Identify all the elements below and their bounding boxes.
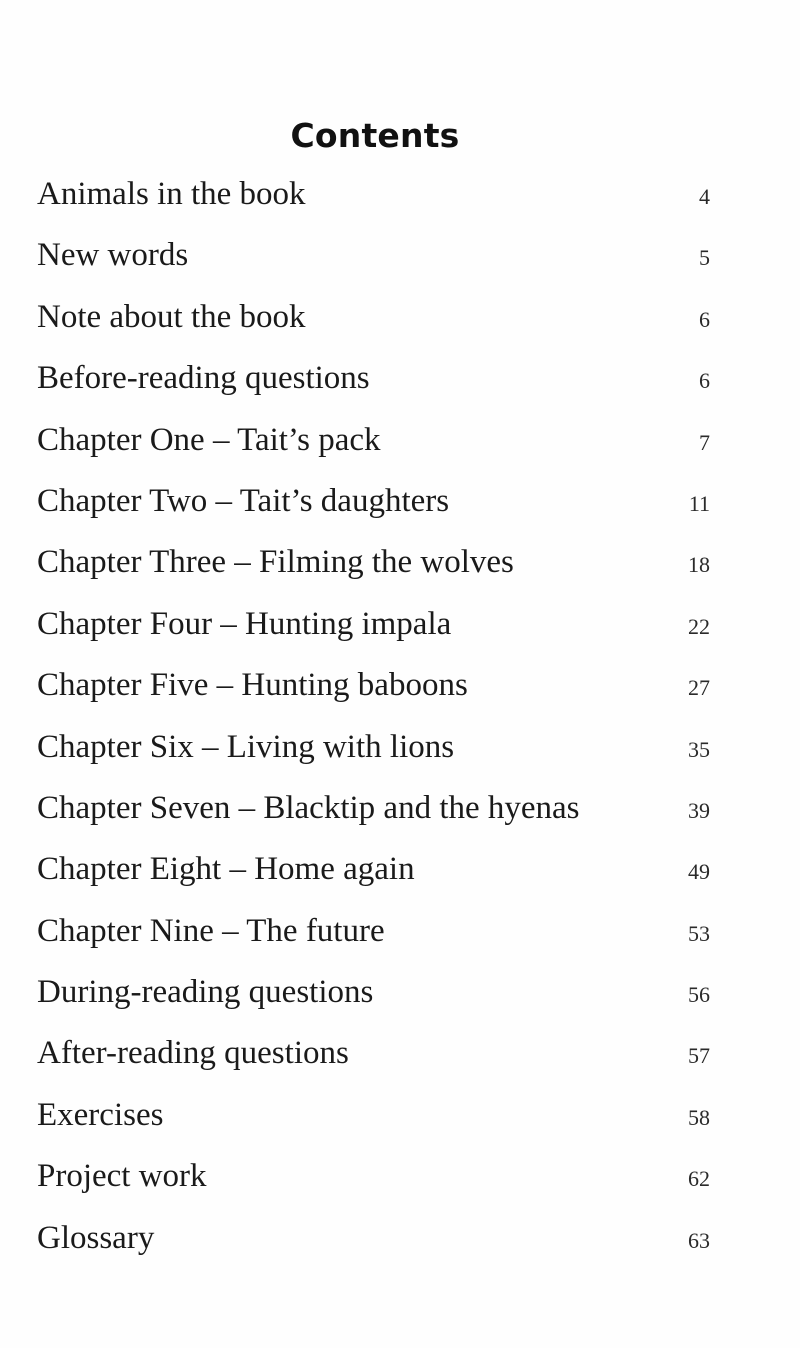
- toc-entry: [37, 970, 717, 1031]
- toc-entry-title: Chapter Five – Hunting baboons: [37, 667, 468, 704]
- toc-entry: [37, 233, 717, 294]
- toc-entry-title: Animals in the book: [37, 176, 306, 212]
- toc-entry-page-number: 6: [699, 368, 710, 394]
- toc-entry-title: Exercises: [37, 1096, 164, 1133]
- toc-entry: [37, 1154, 717, 1215]
- toc-entry-page-number: 7: [699, 429, 710, 455]
- page-title: Contents: [290, 116, 460, 155]
- toc-entry-page-number: 35: [688, 736, 710, 762]
- toc-entry-page-number: 11: [688, 490, 710, 516]
- toc-entry-title: During-reading questions: [37, 974, 374, 1011]
- toc-entry: [37, 602, 717, 663]
- toc-entry: [37, 1031, 717, 1092]
- toc-entry-page-number: 18: [688, 552, 710, 578]
- toc-entry-page-number: 63: [688, 1227, 710, 1253]
- toc-entry-title: Chapter Six – Living with lions: [37, 728, 455, 765]
- toc-entry-title: Before-reading questions: [37, 360, 370, 397]
- toc-entry: [37, 172, 717, 233]
- toc-entry-title: Chapter One – Tait’s pack: [37, 421, 381, 458]
- table-of-contents: [37, 172, 717, 1277]
- toc-entry: [37, 909, 717, 970]
- toc-entry-title: Note about the book: [37, 298, 306, 335]
- toc-entry: [37, 1093, 717, 1154]
- toc-entry-page-number: 6: [699, 306, 710, 332]
- toc-entry: [37, 540, 717, 601]
- toc-entry: [37, 786, 717, 847]
- toc-entry-title: Chapter Nine – The future: [37, 912, 385, 949]
- toc-entry-page-number: 56: [688, 982, 710, 1008]
- toc-entry-page-number: 62: [688, 1166, 710, 1192]
- toc-entry-page-number: 39: [688, 797, 710, 823]
- toc-entry-title: Chapter Seven – Blacktip and the hyenas: [37, 789, 580, 826]
- toc-entry-page-number: 58: [688, 1104, 710, 1130]
- toc-entry-page-number: 49: [688, 859, 710, 885]
- toc-entry-title: Chapter Four – Hunting impala: [37, 605, 452, 642]
- toc-entry: [37, 479, 717, 540]
- toc-entry: [37, 418, 717, 479]
- toc-entry-title: After-reading questions: [37, 1035, 349, 1072]
- toc-entry: [37, 725, 717, 786]
- toc-entry-page-number: 22: [688, 613, 710, 639]
- toc-entry-title: Chapter Two – Tait’s daughters: [37, 482, 450, 519]
- toc-entry-title: Chapter Three – Filming the wolves: [37, 544, 514, 581]
- toc-entry-page-number: 53: [688, 920, 710, 946]
- toc-entry-page-number: 5: [699, 245, 710, 271]
- toc-entry-title: Glossary: [37, 1219, 155, 1256]
- toc-entry-title: New words: [37, 237, 189, 274]
- toc-entry: [37, 847, 717, 908]
- toc-entry-title: Project work: [37, 1158, 207, 1195]
- toc-entry: [37, 295, 717, 356]
- toc-entry-page-number: 57: [688, 1043, 710, 1069]
- toc-entry: [37, 663, 717, 724]
- toc-entry: [37, 356, 717, 417]
- toc-entry-page-number: 27: [688, 675, 710, 701]
- toc-entry: [37, 1216, 717, 1277]
- toc-entry-page-number: 4: [699, 184, 710, 209]
- toc-entry-title: Chapter Eight – Home again: [37, 851, 415, 888]
